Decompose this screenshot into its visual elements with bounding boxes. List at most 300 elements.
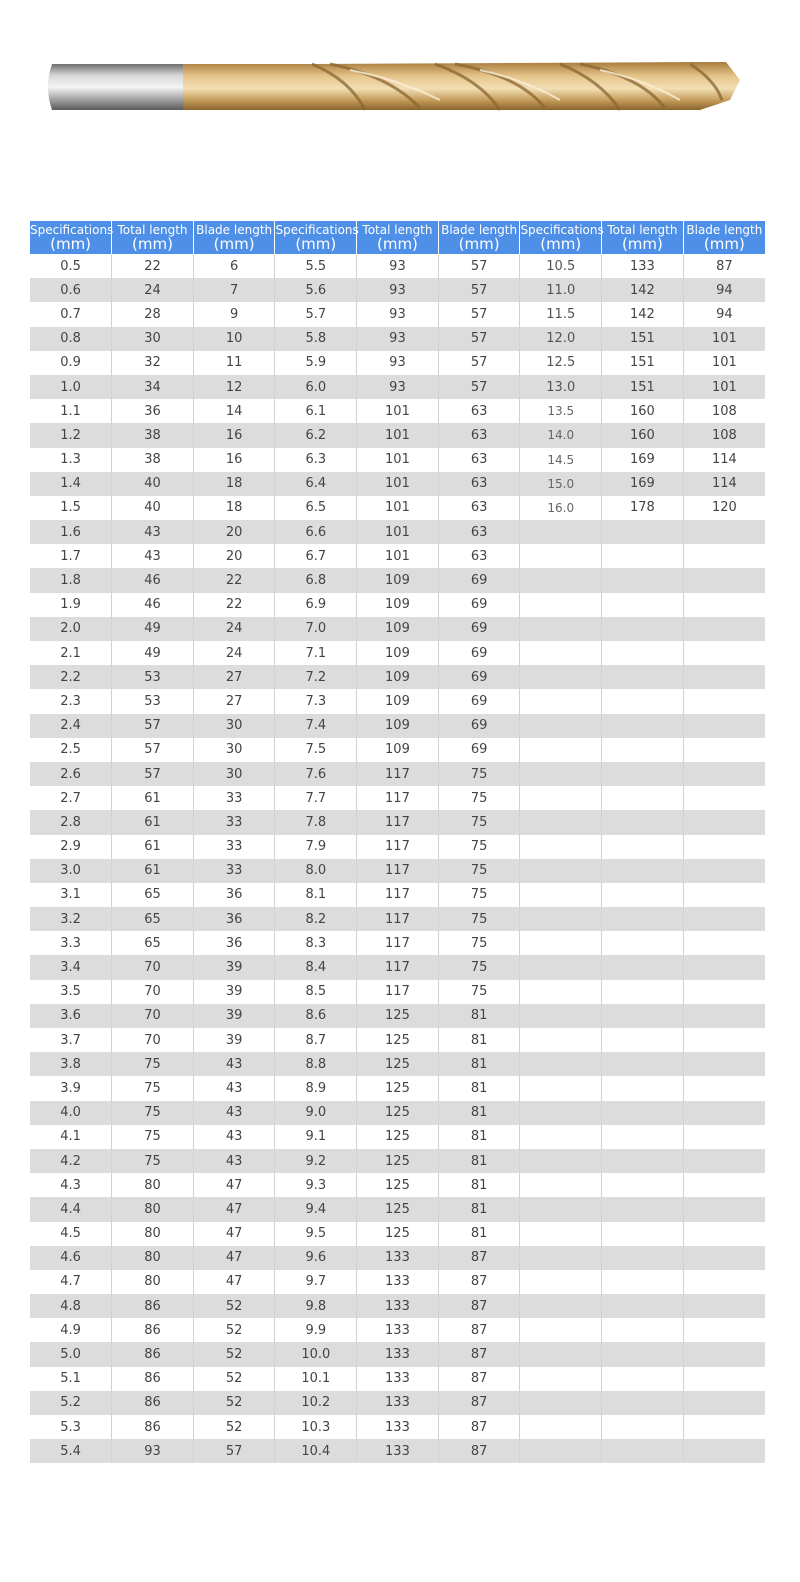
- table-cell: 86: [112, 1367, 194, 1391]
- table-row: [30, 254, 765, 278]
- table-cell: 109: [357, 641, 439, 665]
- column-header-label: Blade length: [686, 223, 763, 237]
- table-cell: 5.6: [275, 278, 357, 302]
- table-cell: 8.4: [275, 955, 357, 979]
- table-cell: 22: [193, 568, 275, 592]
- table-cell: [520, 955, 602, 979]
- table-cell: 86: [112, 1342, 194, 1366]
- table-cell: 133: [357, 1294, 439, 1318]
- table-cell: [683, 955, 765, 979]
- table-cell: 7.0: [275, 617, 357, 641]
- table-cell: 75: [112, 1101, 194, 1125]
- table-body: [30, 254, 765, 1463]
- table-cell: 75: [438, 883, 520, 907]
- table-row: [30, 351, 765, 375]
- table-cell: [602, 907, 684, 931]
- column-header-unit: (mm): [621, 235, 663, 253]
- table-row: [30, 1367, 765, 1391]
- table-cell: 10.4: [275, 1439, 357, 1463]
- table-cell: [683, 738, 765, 762]
- table-cell: 69: [438, 714, 520, 738]
- drill-shank: [48, 64, 185, 110]
- table-cell: 40: [112, 472, 194, 496]
- table-cell: [520, 1342, 602, 1366]
- table-cell: 63: [438, 544, 520, 568]
- table-cell: 101: [357, 520, 439, 544]
- table-cell: 2.1: [30, 641, 112, 665]
- table-cell: 69: [438, 665, 520, 689]
- table-cell: 57: [112, 714, 194, 738]
- table-cell: 160: [602, 399, 684, 423]
- table-cell: [602, 1149, 684, 1173]
- table-cell: [602, 1270, 684, 1294]
- table-row: [30, 617, 765, 641]
- table-cell: 2.5: [30, 738, 112, 762]
- table-cell: [520, 1246, 602, 1270]
- table-cell: 120: [711, 500, 737, 516]
- table-row: [30, 980, 765, 1004]
- table-cell: 133: [357, 1367, 439, 1391]
- table-cell: 24: [193, 617, 275, 641]
- table-cell: 8.3: [275, 931, 357, 955]
- table-cell: [602, 641, 684, 665]
- table-cell: 125: [357, 1028, 439, 1052]
- table-cell: 109: [357, 617, 439, 641]
- table-cell: [602, 810, 684, 834]
- table-cell: [520, 1318, 602, 1342]
- table-cell: 30: [112, 327, 194, 351]
- table-cell: [602, 544, 684, 568]
- table-cell: 69: [438, 568, 520, 592]
- table-cell: [602, 665, 684, 689]
- table-cell: 57: [438, 351, 520, 375]
- table-cell: 81: [438, 1028, 520, 1052]
- table-row: [30, 1173, 765, 1197]
- table-cell: 117: [357, 907, 439, 931]
- table-cell: [683, 931, 765, 955]
- table-cell: 117: [357, 786, 439, 810]
- table-cell: 46: [112, 593, 194, 617]
- table-cell: 81: [438, 1173, 520, 1197]
- table-cell: 52: [193, 1391, 275, 1415]
- table-cell: [602, 568, 684, 592]
- table-cell: [602, 1246, 684, 1270]
- table-cell: 169: [602, 472, 684, 496]
- table-cell: 125: [357, 1052, 439, 1076]
- table-cell: [602, 1125, 684, 1149]
- table-cell: 57: [438, 302, 520, 326]
- table-cell: 34: [112, 375, 194, 399]
- table-cell: [520, 593, 602, 617]
- table-cell: 69: [438, 593, 520, 617]
- table-cell: 93: [357, 351, 439, 375]
- table-cell: 18: [193, 472, 275, 496]
- table-cell: [520, 1173, 602, 1197]
- table-cell: 109: [357, 738, 439, 762]
- table-cell: 4.0: [30, 1101, 112, 1125]
- table-cell: 53: [112, 689, 194, 713]
- table-cell: 8.8: [275, 1052, 357, 1076]
- table-cell: 1.8: [30, 568, 112, 592]
- table-row: [30, 1270, 765, 1294]
- table-cell: 117: [357, 810, 439, 834]
- table-cell: [683, 810, 765, 834]
- table-cell: 109: [357, 689, 439, 713]
- table-cell: [683, 1318, 765, 1342]
- table-cell: 69: [438, 641, 520, 665]
- table-cell: 36: [193, 907, 275, 931]
- table-cell: [683, 1173, 765, 1197]
- table-cell: 4.1: [30, 1125, 112, 1149]
- table-cell: [520, 1222, 602, 1246]
- table-cell: 20: [193, 520, 275, 544]
- table-cell: [683, 762, 765, 786]
- table-cell: 86: [112, 1318, 194, 1342]
- table-cell: 2.8: [30, 810, 112, 834]
- table-cell: 3.0: [30, 859, 112, 883]
- column-header-unit: (mm): [295, 235, 337, 253]
- table-cell: 4.2: [30, 1149, 112, 1173]
- table-cell: 114: [683, 472, 765, 496]
- table-row: [30, 883, 765, 907]
- column-header: [683, 221, 765, 254]
- table-cell: [683, 1076, 765, 1100]
- table-cell: 65: [112, 931, 194, 955]
- table-cell: [520, 617, 602, 641]
- table-cell: [520, 1439, 602, 1463]
- table-cell: [683, 1415, 765, 1439]
- table-row: [30, 1439, 765, 1463]
- table-cell: [602, 931, 684, 955]
- table-cell: 6.7: [275, 544, 357, 568]
- table-cell: 109: [357, 665, 439, 689]
- table-cell: 36: [193, 931, 275, 955]
- table-cell: 81: [438, 1125, 520, 1149]
- table-cell: 81: [438, 1101, 520, 1125]
- table-cell: 87: [438, 1415, 520, 1439]
- table-cell: [602, 738, 684, 762]
- table-cell: [602, 955, 684, 979]
- table-cell: 63: [438, 423, 520, 447]
- table-cell: 75: [112, 1076, 194, 1100]
- table-cell: [683, 1125, 765, 1149]
- table-cell: 81: [438, 1052, 520, 1076]
- table-cell: 87: [438, 1294, 520, 1318]
- table-cell: 52: [193, 1294, 275, 1318]
- table-cell: 93: [357, 327, 439, 351]
- table-row: [30, 544, 765, 568]
- table-cell: 39: [193, 955, 275, 979]
- table-row: [30, 641, 765, 665]
- table-cell: 94: [683, 278, 765, 302]
- table-cell: 47: [193, 1246, 275, 1270]
- table-cell: 178: [602, 496, 684, 520]
- table-cell: [602, 1391, 684, 1415]
- table-cell: [683, 1101, 765, 1125]
- table-row: [30, 786, 765, 810]
- table-cell: 69: [438, 738, 520, 762]
- table-row: [30, 1101, 765, 1125]
- table-cell: 8.9: [275, 1076, 357, 1100]
- table-cell: [602, 1294, 684, 1318]
- table-cell: 57: [193, 1439, 275, 1463]
- table-cell: 93: [357, 278, 439, 302]
- table-row: [30, 665, 765, 689]
- table-cell: 61: [112, 859, 194, 883]
- table-cell: 4.3: [30, 1173, 112, 1197]
- table-cell: [602, 520, 684, 544]
- table-cell: 75: [438, 955, 520, 979]
- table-cell: 133: [357, 1391, 439, 1415]
- table-cell: 30: [193, 714, 275, 738]
- column-header-label: Specifications: [275, 223, 359, 237]
- column-header-unit: (mm): [50, 235, 92, 253]
- table-cell: 33: [193, 835, 275, 859]
- column-header-unit: (mm): [132, 235, 173, 253]
- table-row: [30, 1028, 765, 1052]
- table-cell: 49: [112, 641, 194, 665]
- table-cell: 75: [112, 1125, 194, 1149]
- table-cell: 12: [193, 375, 275, 399]
- table-cell: [602, 689, 684, 713]
- table-cell: 133: [357, 1270, 439, 1294]
- table-cell: 5.0: [30, 1342, 112, 1366]
- table-row: [30, 1294, 765, 1318]
- table-cell: 125: [357, 1197, 439, 1221]
- table-cell: [683, 1246, 765, 1270]
- table-row: [30, 714, 765, 738]
- table-cell: [520, 1004, 602, 1028]
- table-cell: 61: [112, 835, 194, 859]
- table-cell: [602, 1004, 684, 1028]
- table-cell: 16: [193, 448, 275, 472]
- table-cell: 3.3: [30, 931, 112, 955]
- table-cell: 87: [438, 1439, 520, 1463]
- table-cell: [683, 1391, 765, 1415]
- table-cell: [520, 1197, 602, 1221]
- table-cell: [683, 859, 765, 883]
- table-cell: [602, 1052, 684, 1076]
- drill-bit-image: [0, 0, 800, 160]
- drill-body: [183, 62, 740, 110]
- table-cell: [683, 1222, 765, 1246]
- column-header: [602, 221, 684, 254]
- table-cell: 3.9: [30, 1076, 112, 1100]
- table-cell: 1.7: [30, 544, 112, 568]
- table-cell: 63: [438, 448, 520, 472]
- table-cell: 16.0: [520, 496, 602, 520]
- table-cell: 15.0: [520, 472, 602, 496]
- table-cell: 7.6: [275, 762, 357, 786]
- table-cell: 6.9: [275, 593, 357, 617]
- table-cell: 125: [357, 1149, 439, 1173]
- table-cell: 151: [602, 351, 684, 375]
- table-cell: [520, 1415, 602, 1439]
- table-cell: 8.0: [275, 859, 357, 883]
- table-row: [30, 762, 765, 786]
- table-cell: 87: [438, 1391, 520, 1415]
- table-row: [30, 1125, 765, 1149]
- table-cell: [520, 883, 602, 907]
- table-cell: 1.5: [30, 496, 112, 520]
- table-cell: [520, 1052, 602, 1076]
- table-cell: 151: [602, 375, 684, 399]
- table-cell: 114: [711, 452, 737, 468]
- table-cell: 4.6: [30, 1246, 112, 1270]
- table-cell: 57: [438, 254, 520, 278]
- table-cell: [602, 1101, 684, 1125]
- table-cell: [602, 883, 684, 907]
- table-cell: 117: [357, 980, 439, 1004]
- table-cell: 36: [112, 399, 194, 423]
- table-cell: 57: [112, 762, 194, 786]
- table-cell: 87: [438, 1342, 520, 1366]
- table-cell: 6.4: [275, 472, 357, 496]
- table-cell: 9.9: [275, 1318, 357, 1342]
- table-cell: 160: [602, 423, 684, 447]
- table-cell: 6.6: [275, 520, 357, 544]
- table-cell: 125: [357, 1173, 439, 1197]
- table-cell: 86: [112, 1415, 194, 1439]
- table-row: [30, 448, 765, 472]
- table-cell: 1.9: [30, 593, 112, 617]
- table-cell: 7.8: [275, 810, 357, 834]
- specification-table: [30, 221, 765, 1463]
- table-cell: 8.5: [275, 980, 357, 1004]
- table-cell: 33: [193, 786, 275, 810]
- table-cell: [683, 1367, 765, 1391]
- table-cell: 6.0: [275, 375, 357, 399]
- table-cell: 133: [357, 1439, 439, 1463]
- table-cell: 8.1: [275, 883, 357, 907]
- table-row: [30, 568, 765, 592]
- table-cell: 2.4: [30, 714, 112, 738]
- table-cell: 52: [193, 1415, 275, 1439]
- table-cell: 10: [193, 327, 275, 351]
- table-cell: 52: [193, 1367, 275, 1391]
- table-cell: [602, 1197, 684, 1221]
- table-cell: 69: [438, 689, 520, 713]
- table-cell: 43: [193, 1149, 275, 1173]
- table-cell: [683, 1052, 765, 1076]
- table-cell: 87: [438, 1318, 520, 1342]
- table-cell: 33: [193, 810, 275, 834]
- table-cell: 75: [112, 1149, 194, 1173]
- table-row: [30, 496, 765, 520]
- table-cell: [683, 1439, 765, 1463]
- table-cell: [683, 835, 765, 859]
- table-cell: 10.1: [275, 1367, 357, 1391]
- table-cell: 69: [438, 617, 520, 641]
- table-cell: [520, 1391, 602, 1415]
- table-cell: 125: [357, 1222, 439, 1246]
- table-cell: [520, 907, 602, 931]
- table-row: [30, 907, 765, 931]
- table-cell: 101: [357, 544, 439, 568]
- table-cell: 6.8: [275, 568, 357, 592]
- table-cell: [602, 762, 684, 786]
- table-row: [30, 1342, 765, 1366]
- table-cell: 43: [112, 520, 194, 544]
- table-cell: 39: [193, 980, 275, 1004]
- table-cell: 80: [112, 1246, 194, 1270]
- table-cell: 2.2: [30, 665, 112, 689]
- table-cell: [520, 810, 602, 834]
- table-cell: 33: [193, 859, 275, 883]
- table-row: [30, 859, 765, 883]
- column-header-label: Total length: [362, 223, 433, 237]
- table-cell: [683, 883, 765, 907]
- table-cell: [520, 835, 602, 859]
- table-cell: [683, 907, 765, 931]
- table-cell: [520, 980, 602, 1004]
- table-cell: 13.5: [520, 399, 602, 423]
- column-header-unit: (mm): [458, 235, 500, 253]
- table-cell: 7.7: [275, 786, 357, 810]
- table-cell: 63: [438, 472, 520, 496]
- table-cell: 133: [357, 1342, 439, 1366]
- table-cell: 151: [602, 327, 684, 351]
- table-row: [30, 520, 765, 544]
- table-cell: 38: [112, 423, 194, 447]
- table-cell: [602, 980, 684, 1004]
- table-cell: [520, 641, 602, 665]
- table-cell: 7.5: [275, 738, 357, 762]
- table-cell: 0.6: [30, 278, 112, 302]
- table-cell: 43: [193, 1076, 275, 1100]
- table-cell: 63: [438, 399, 520, 423]
- table-cell: [683, 593, 765, 617]
- table-cell: 8.6: [275, 1004, 357, 1028]
- table-cell: 57: [438, 278, 520, 302]
- table-cell: [520, 859, 602, 883]
- table-cell: 61: [112, 786, 194, 810]
- table-cell: 125: [357, 1004, 439, 1028]
- table-row: [30, 278, 765, 302]
- table-cell: 9.5: [275, 1222, 357, 1246]
- table-cell: 28: [112, 302, 194, 326]
- table-cell: 14.5: [520, 448, 602, 472]
- table-cell: [520, 1367, 602, 1391]
- table-cell: 3.7: [30, 1028, 112, 1052]
- table-cell: 9.2: [275, 1149, 357, 1173]
- table-cell: [683, 1004, 765, 1028]
- table-cell: 1.2: [30, 423, 112, 447]
- table-cell: [602, 859, 684, 883]
- table-cell: [683, 520, 765, 544]
- table-cell: 81: [438, 1004, 520, 1028]
- column-header-label: Blade length: [196, 223, 273, 237]
- table-cell: 117: [357, 762, 439, 786]
- column-header-label: Total length: [607, 223, 678, 237]
- table-cell: 80: [112, 1173, 194, 1197]
- table-cell: 133: [357, 1318, 439, 1342]
- table-cell: 169: [602, 448, 684, 472]
- table-cell: [520, 1294, 602, 1318]
- column-header-unit: (mm): [540, 235, 582, 253]
- table-cell: 75: [438, 980, 520, 1004]
- table-row: [30, 1197, 765, 1221]
- column-header-label: Specifications: [30, 223, 114, 237]
- table-cell: 10.3: [275, 1415, 357, 1439]
- table-row: [30, 423, 765, 447]
- table-row: [30, 375, 765, 399]
- table-cell: 93: [357, 375, 439, 399]
- table-cell: 108: [711, 403, 737, 419]
- table-cell: 53: [112, 665, 194, 689]
- column-header-unit: (mm): [376, 235, 418, 253]
- table-cell: [683, 665, 765, 689]
